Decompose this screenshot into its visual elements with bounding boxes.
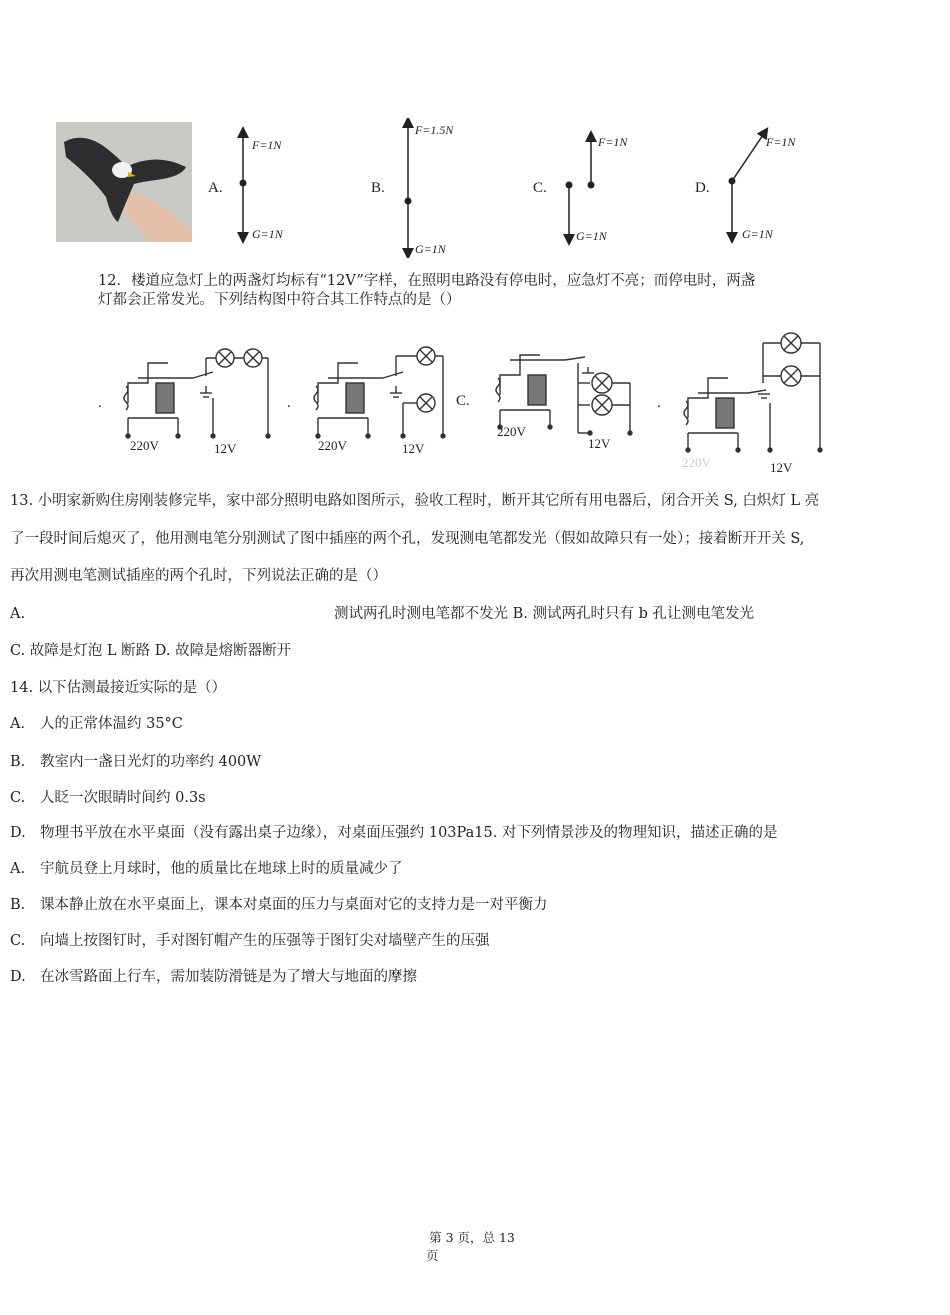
circuit-b-prefix: . [287, 395, 291, 411]
force-diagram-b [405, 122, 412, 254]
q15-option-c-letter: C. [10, 933, 26, 949]
option-d-label: D. [695, 180, 710, 196]
circuit-c-voltage-right: 12V [588, 436, 611, 451]
q14-stem: 14. 以下估测最接近实际的是（） [10, 680, 227, 696]
force-label-a-bottom: G=1N [252, 227, 283, 241]
eagle-balance-photo [56, 122, 192, 242]
option-b-label: B. [371, 180, 385, 196]
q13-options-ab: 测试两孔时测电笔都不发光 B. 测试两孔时只有 b 孔让测电笔发光 [334, 606, 754, 622]
q15-option-d-text: 在冰雪路面上行车，需加装防滑链是为了增大与地面的摩擦 [40, 969, 417, 985]
force-diagrams [205, 118, 905, 258]
circuit-a-voltage-right: 12V [214, 441, 237, 456]
option-c-label: C. [533, 180, 547, 196]
circuit-d-voltage-right: 12V [770, 460, 793, 475]
q13-options-cd: C. 故障是灯泡 L 断路 D. 故障是熔断器断开 [10, 643, 292, 659]
option-a-label: A. [208, 180, 223, 196]
circuit-b-voltage-left: 220V [318, 438, 347, 453]
q15-option-b-text: 课本静止放在水平桌面上，课本对桌面的压力与桌面对它的支持力是一对平衡力 [40, 897, 548, 913]
circuit-d-prefix: . [657, 395, 661, 411]
force-label-c-bottom: G=1N [576, 229, 607, 243]
q14-option-d-letter: D. [10, 825, 26, 841]
force-label-c-top: F=1N [598, 135, 628, 149]
force-diagram-a [240, 132, 247, 238]
circuit-c-prefix: C. [456, 393, 470, 409]
q14-option-c-text: 人眨一次眼睛时间约 0.3s [40, 790, 206, 806]
force-label-d-bottom: G=1N [742, 227, 773, 241]
circuit-diagram-d [678, 328, 838, 468]
q14-option-a-text: 人的正常体温约 35°C [40, 716, 183, 732]
force-label-b-top: F=1.5N [415, 123, 454, 137]
q13-stem-line3: 再次用测电笔测试插座的两个孔时，下列说法正确的是（） [10, 568, 387, 584]
q13-option-a-letter: A. [10, 606, 26, 622]
q14-option-b-letter: B. [10, 754, 26, 770]
q12-stem-line2: 灯都会正常发光。下列结构图中符合其工作特点的是（） [98, 292, 461, 308]
circuit-a-prefix: . [98, 395, 102, 411]
q14-option-a-letter: A. [10, 716, 26, 732]
q15-option-d-letter: D. [10, 969, 26, 985]
q13-stem-line1: 13. 小明家新购住房刚装修完毕，家中部分照明电路如图所示，验收工程时，断开其它所有用电器后，闭合开关 S, 白炽灯 L 亮 [10, 493, 820, 509]
q12-stem-line1: 12．楼道应急灯上的两盏灯均标有“12V”字样，在照明电路没有停电时，应急灯不亮；而停电时，两盏 [98, 273, 756, 289]
page-footer [412, 1229, 532, 1265]
force-diagram-c [566, 136, 595, 240]
q14-option-c-letter: C. [10, 790, 26, 806]
circuit-c-voltage-left: 220V [497, 424, 526, 439]
circuit-b-voltage-right: 12V [402, 441, 425, 456]
q15-option-a-text: 宇航员登上月球时，他的质量比在地球上时的质量减少了 [40, 861, 403, 877]
q15-option-c-text: 向墙上按图钉时，手对图钉帽产生的压强等于图钉尖对墙壁产生的压强 [40, 933, 490, 949]
q15-option-b-letter: B. [10, 897, 26, 913]
force-label-a-top: F=1N [252, 138, 282, 152]
q14-option-b-text: 教室内一盏日光灯的功率约 400W [40, 754, 262, 770]
circuit-d-voltage-left: 220V [682, 455, 711, 470]
q14-option-d-text: 物理书平放在水平桌面（没有露出桌子边缘），对桌面压强约 103Pa15. 对下列情景涉及的物理知识，描述正确的是 [40, 825, 778, 841]
page-number-line2: 页 [426, 1248, 439, 1263]
force-label-d-top: F=1N [766, 135, 796, 149]
circuit-a-voltage-left: 220V [130, 438, 159, 453]
q15-option-a-letter: A. [10, 861, 26, 877]
q13-stem-line2: 了一段时间后熄灭了，他用测电笔分别测试了图中插座的两个孔，发现测电笔都发光（假如故障只有一处）；接着断开开关 S, [10, 531, 805, 547]
circuit-diagram-c [490, 335, 650, 460]
page-number-line1: 第 3 页，总 13 [429, 1230, 515, 1245]
force-label-b-bottom: G=1N [415, 242, 446, 256]
force-diagram-d [729, 132, 766, 238]
